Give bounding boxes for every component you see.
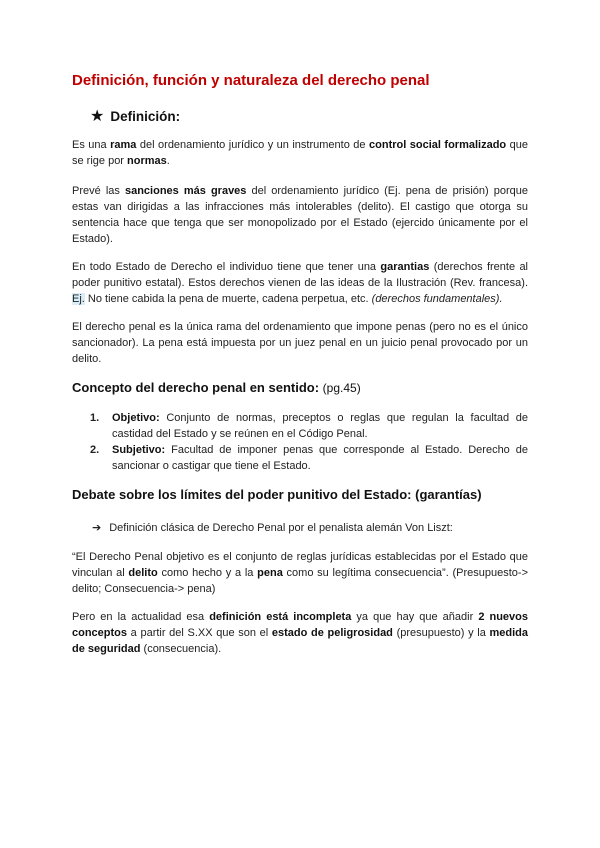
- definition-heading: [90, 106, 180, 126]
- list-item: 1. Objetivo: Conjunto de normas, preceptos o reglas que regulan la facultad de castidad del Estado y se reúnen en el Código Penal.: [90, 412, 528, 440]
- concept-list: [72, 410, 528, 474]
- arrow-list-item: ➔ Definición clásica de Derecho Penal por el penalista alemán Von Liszt:: [92, 522, 453, 534]
- paragraph-final: Pero en la actualidad esa definición está incompleta ya que hay que añadir 2 nuevos conceptos a partir del S.XX que son el estado de peligrosidad (presupuesto) y la medida de seguridad (consecuencia).: [72, 611, 528, 655]
- paragraph-sanciones: Prevé las sanciones más graves del ordenamiento jurídico (Ej. pena de prisión) porque estas van dirigidas a las infracciones más intolerables (delito). El castigo que otorga su sentencia hace que tenga que ser monopolizado por el Estado (ejercido únicamente por el Estado).: [72, 185, 528, 245]
- list-item: 2. Subjetivo: Facultad de imponer penas que corresponde al Estado. Derecho de sancionar o castigar que tiene el Estado.: [90, 444, 528, 472]
- highlighted-text: Ej.: [72, 293, 85, 305]
- paragraph-quote: “El Derecho Penal objetivo es el conjunto de reglas jurídicas establecidas por el Estado que vinculan al delito como hecho y a la pena como su legítima consecuencia”. (Presupuesto-> delito; Consecuencia-> pena): [72, 551, 528, 595]
- star-icon: ★: [90, 108, 105, 125]
- debate-heading: Debate sobre los límites del poder punitivo del Estado: (garantías): [72, 487, 482, 502]
- paragraph-unica-rama: El derecho penal es la única rama del ordenamiento que impone penas (pero no es el único sancionador). La pena está impuesta por un juez penal en un juicio penal provocado por un delito.: [72, 321, 528, 365]
- page-title: Definición, función y naturaleza del derecho penal: [72, 72, 430, 89]
- arrow-right-icon: ➔: [92, 522, 102, 534]
- page-reference: (pg.45): [322, 381, 361, 395]
- concept-heading: Concepto del derecho penal en sentido: (pg.45): [72, 380, 361, 395]
- definition-heading-text: Definición:: [110, 109, 181, 124]
- paragraph-garantias: En todo Estado de Derecho el individuo tiene que tener una garantias (derechos frente al poder punitivo estatal). Estos derechos vienen de las ideas de la Ilustración (Rev. francesa). Ej. No tiene cabida la pena de muerte, cadena perpetua, etc. (derechos fundamentales).: [72, 261, 529, 305]
- paragraph-rama: Es una rama del ordenamiento jurídico y un instrumento de control social formalizado que se rige por normas.: [72, 139, 528, 167]
